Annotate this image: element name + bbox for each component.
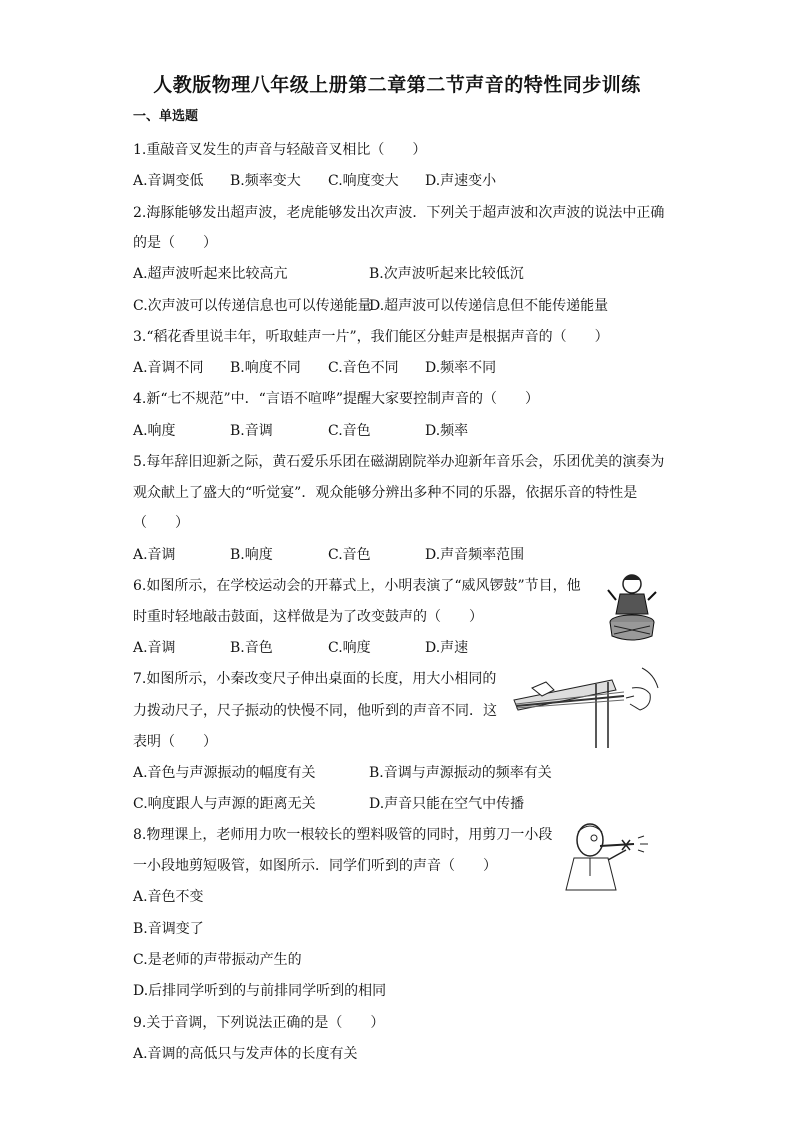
option-b: B.频率变大	[230, 173, 301, 189]
option-c: C.响度	[328, 640, 371, 656]
question-2-options-row2	[133, 297, 693, 315]
question-1-options	[133, 172, 693, 190]
page-title: 人教版物理八年级上册第二章第二节声音的特性同步训练	[153, 74, 641, 96]
straw-figure	[560, 818, 660, 892]
question-8-text: 8.物理课上，老师用力吹一根较长的塑料吸管的同时，用剪刀一小段	[133, 827, 553, 843]
option-d: D.声音频率范围	[425, 547, 525, 563]
question-8-option-a: A.音色不变	[133, 889, 204, 905]
option-a: A.超声波听起来比较高亢	[133, 266, 288, 282]
option-c: C.响度变大	[328, 173, 399, 189]
option-a: A.音色与声源振动的幅度有关	[133, 765, 316, 781]
question-7-options-row1	[133, 764, 693, 782]
question-7-options-row2	[133, 795, 693, 813]
question-5-text-cont: 观众献上了盛大的“听觉宴”．观众能够分辨出多种不同的乐器，依据乐音的特性是	[133, 485, 638, 501]
option-b: B.音调	[230, 423, 273, 439]
drum-figure	[606, 570, 658, 642]
question-5-options	[133, 546, 693, 564]
question-1-text: 1.重敲音叉发生的声音与轻敲音叉相比（ ）	[133, 142, 427, 158]
question-4-text: 4.新“七不规范”中．“言语不喧哗”提醒大家要控制声音的（ ）	[133, 391, 539, 407]
section-heading: 一、单选题	[133, 109, 199, 124]
option-b: B.音色	[230, 640, 273, 656]
option-a: A.音调不同	[133, 360, 204, 376]
option-d: D.频率	[425, 423, 469, 439]
option-a: A.响度	[133, 423, 176, 439]
option-d: D.声速变小	[425, 173, 497, 189]
question-2-text: 2.海豚能够发出超声波，老虎能够发出次声波．下列关于超声波和次声波的说法中正确	[133, 205, 665, 221]
question-6-text: 6.如图所示，在学校运动会的开幕式上，小明表演了“威风锣鼓”节目，他	[133, 578, 581, 594]
option-b: B.响度	[230, 547, 273, 563]
question-2-options-row1	[133, 265, 693, 283]
question-3-options	[133, 359, 693, 377]
ruler-figure	[512, 660, 662, 750]
option-c: C.音色不同	[328, 360, 399, 376]
option-d: D.频率不同	[425, 360, 497, 376]
question-8-option-b: B.音调变了	[133, 921, 204, 937]
question-7-text: 7.如图所示，小秦改变尺子伸出桌面的长度，用大小相同的	[133, 671, 497, 687]
question-7-text-cont: 力拨动尺子，尺子振动的快慢不同，他听到的声音不同．这	[133, 703, 497, 719]
option-c: C.次声波可以传递信息也可以传递能量	[133, 298, 372, 314]
question-2-text-cont: 的是（ ）	[133, 235, 217, 251]
option-b: B.音调与声源振动的频率有关	[369, 765, 552, 781]
question-8-text-cont: 一小段地剪短吸管，如图所示．同学们听到的声音（ ）	[133, 858, 497, 874]
option-d: D.声速	[425, 640, 469, 656]
question-5-text-cont2: （ ）	[133, 515, 189, 531]
option-d: D.超声波可以传递信息但不能传递能量	[369, 298, 609, 314]
question-8-option-c: C.是老师的声带振动产生的	[133, 952, 302, 968]
option-c: C.音色	[328, 547, 371, 563]
option-a: A.音调	[133, 640, 176, 656]
question-5-text: 5.每年辞旧迎新之际，黄石爱乐乐团在磁湖剧院举办迎新年音乐会，乐团优美的演奏为	[133, 454, 665, 470]
question-4-options	[133, 422, 693, 440]
option-c: C.响度跟人与声源的距离无关	[133, 796, 316, 812]
option-b: B.次声波听起来比较低沉	[369, 266, 524, 282]
question-9-text: 9.关于音调，下列说法正确的是（ ）	[133, 1015, 385, 1031]
option-a: A.音调	[133, 547, 176, 563]
question-7-text-cont2: 表明（ ）	[133, 734, 217, 750]
question-9-option-a: A.音调的高低只与发声体的长度有关	[133, 1046, 358, 1062]
option-b: B.响度不同	[230, 360, 301, 376]
question-8-option-d: D.后排同学听到的与前排同学听到的相同	[133, 983, 387, 999]
option-a: A.音调变低	[133, 173, 204, 189]
option-d: D.声音只能在空气中传播	[369, 796, 525, 812]
question-3-text: 3.“稻花香里说丰年，听取蛙声一片”，我们能区分蛙声是根据声音的（ ）	[133, 329, 609, 345]
question-6-text-cont: 时重时轻地敲击鼓面，这样做是为了改变鼓声的（ ）	[133, 609, 483, 625]
option-c: C.音色	[328, 423, 371, 439]
